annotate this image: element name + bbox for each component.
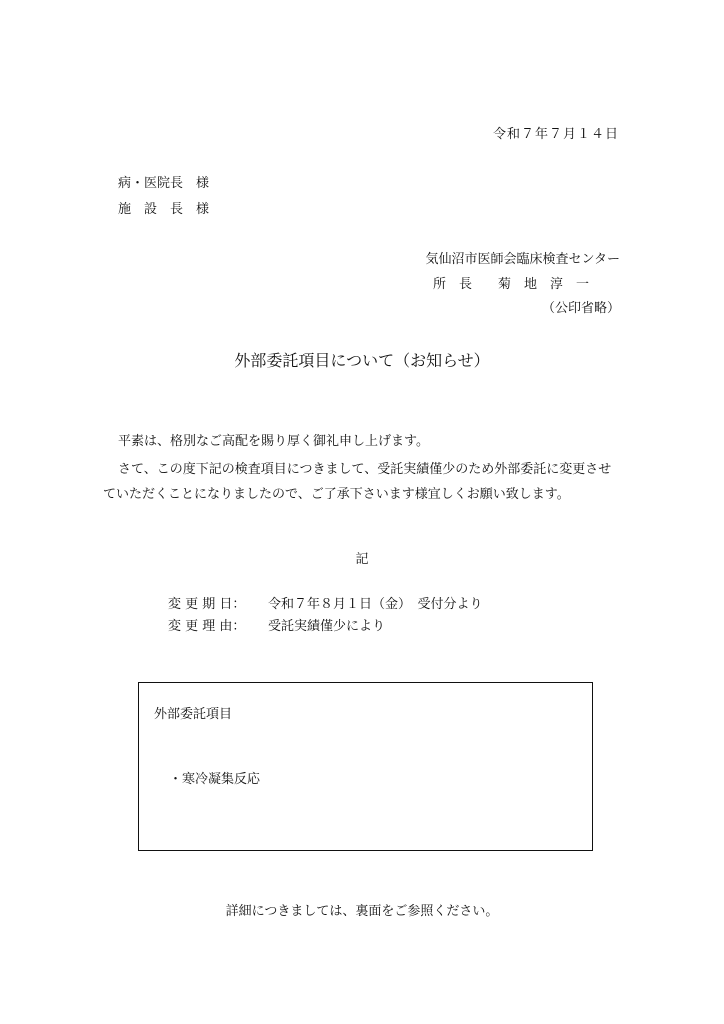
- change-date-label: 変 更 期 日：: [168, 597, 246, 612]
- change-reason-value: 受託実績僅少により: [268, 619, 386, 634]
- recipient-facility-directors: 施 設 長 様: [118, 202, 210, 217]
- body-paragraph-line1: さて、この度下記の検査項目につきまして、受託実績僅少のため外部委託に変更させ: [118, 462, 612, 477]
- body-paragraph-line2: ていただくことになりましたので、ご了承下さいます様宜しくお願い致します。: [103, 487, 570, 502]
- sender-seal-note: （公印省略）: [541, 301, 620, 316]
- footer-note: 詳細につきましては、裏面をご参照ください。: [225, 904, 499, 919]
- sender-organization: 気仙沼市医師会臨床検査センター: [425, 252, 620, 267]
- document-title: 外部委託項目について（お知らせ）: [234, 351, 490, 370]
- ki-heading: 記: [355, 552, 369, 567]
- letter-date: 令和７年７月１４日: [492, 127, 619, 142]
- body-paragraph-greeting: 平素は、格別なご高配を賜り厚く御礼申し上げます。: [118, 434, 429, 449]
- change-reason-label: 変 更 理 由：: [168, 619, 246, 634]
- sender-director-name: 所 長 菊 地 淳 一: [433, 277, 590, 292]
- outsourced-item: ・寒冷凝集反応: [169, 772, 261, 787]
- outsourced-items-heading: 外部委託項目: [154, 707, 233, 722]
- outsourced-items-box: [138, 682, 593, 851]
- change-date-value: 令和７年８月１日（金） 受付分より: [268, 597, 483, 612]
- recipient-hospital-directors: 病・医院長 様: [118, 176, 210, 191]
